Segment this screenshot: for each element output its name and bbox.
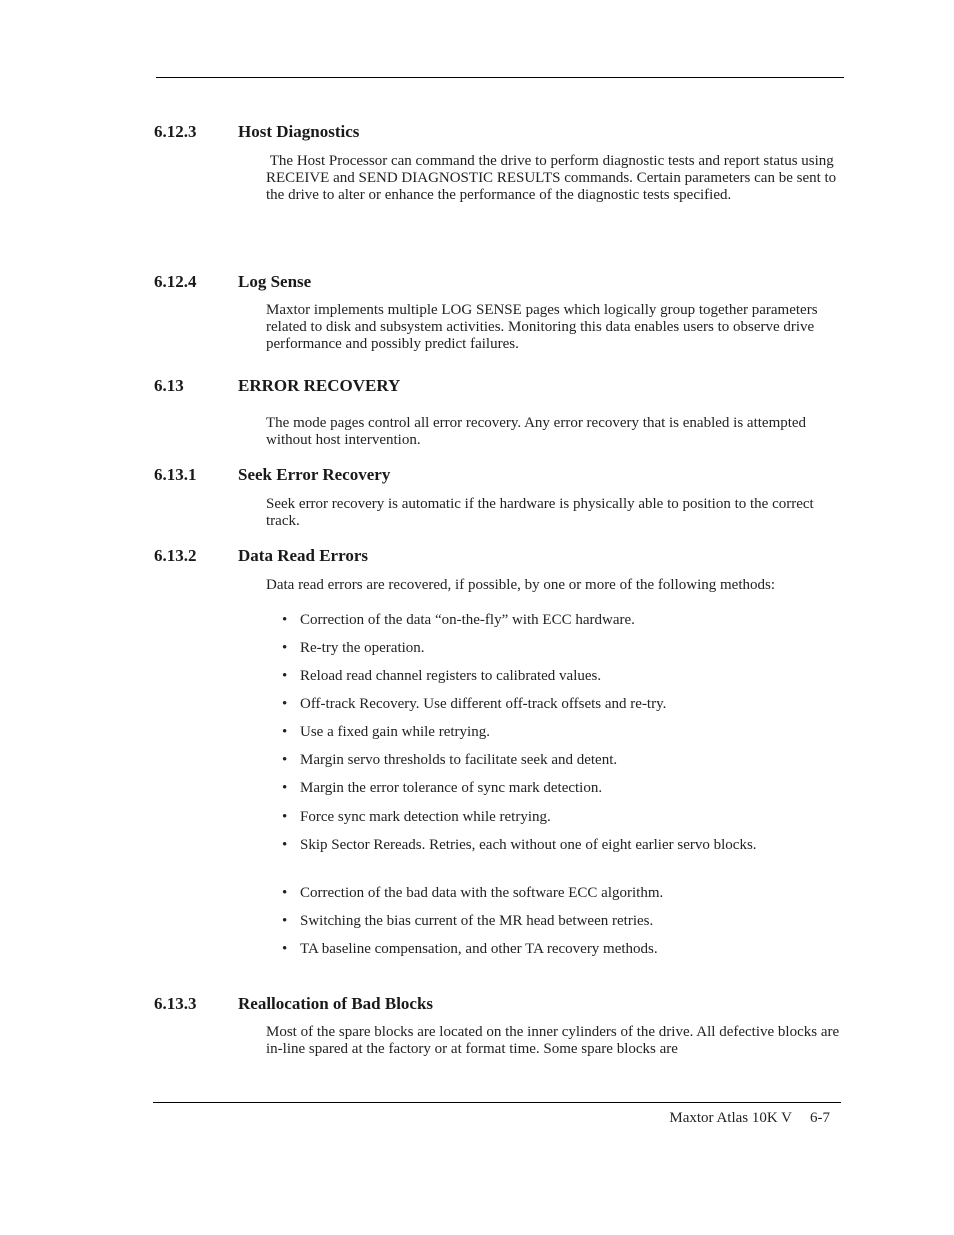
- section-number: 6.13: [154, 376, 184, 395]
- section-title: Reallocation of Bad Blocks: [238, 994, 434, 1013]
- bullet-icon: •: [282, 612, 288, 628]
- section-body-6-13-3: Most of the spare blocks are located on the inner cylinders of the drive. All defective blocks are in-line spared at the factory or at format time. Some spare blocks are: [266, 1024, 840, 1057]
- section-title: Host Diagnostics: [238, 122, 360, 141]
- section-number: 6.13.3: [154, 994, 197, 1013]
- section-title: Log Sense: [238, 272, 312, 291]
- section-title: Seek Error Recovery: [238, 465, 391, 484]
- section-heading-6-12-3: [154, 122, 359, 142]
- bullet-icon: •: [282, 724, 288, 740]
- list-item: • Margin the error tolerance of sync mark detection.: [282, 780, 603, 796]
- list-item: • Use a fixed gain while retrying.: [282, 724, 490, 740]
- bullet-icon: •: [282, 668, 288, 684]
- list-item: • Skip Sector Rereads. Retries, each without one of eight earlier servo blocks.: [282, 837, 757, 853]
- section-heading-6-13-3: [154, 994, 433, 1014]
- list-item: • TA baseline compensation, and other TA recovery methods.: [282, 941, 658, 957]
- section-body-6-12-4: Maxtor implements multiple LOG SENSE pages which logically group together parameters related to disk and subsystem activities. Monitoring this data enables users to observe drive performance and possibly predict failures.: [266, 302, 818, 352]
- section-title: ERROR RECOVERY: [238, 376, 401, 395]
- footer-rule: [153, 1102, 841, 1103]
- list-item: • Reload read channel registers to calibrated values.: [282, 668, 602, 684]
- list-item: • Re-try the operation.: [282, 640, 425, 656]
- bullet-icon: •: [282, 809, 288, 825]
- bullet-icon: •: [282, 941, 288, 957]
- section-heading-6-13-1: [154, 465, 390, 485]
- section-body-6-12-3: The Host Processor can command the drive to perform diagnostic tests and report status using RECEIVE and SEND DIAGNOSTIC RESULTS commands. Certain parameters can be sent to the drive to alter or enhance the performance of the diagnostic tests specified.: [266, 153, 840, 203]
- list-item: • Correction of the data “on-the-fly” with ECC hardware.: [282, 612, 635, 628]
- list-item: • Correction of the bad data with the software ECC algorithm.: [282, 885, 664, 901]
- page-footer: [640, 1110, 830, 1127]
- page-number: 6-7: [810, 1110, 830, 1126]
- header-rule: [156, 77, 844, 78]
- section-number: 6.12.3: [154, 122, 197, 141]
- section-number: 6.12.4: [154, 272, 197, 291]
- bullet-icon: •: [282, 913, 288, 929]
- bullet-icon: •: [282, 752, 288, 768]
- section-heading-6-13-2: [154, 546, 368, 566]
- section-number: 6.13.1: [154, 465, 197, 484]
- list-item: • Force sync mark detection while retrying.: [282, 809, 551, 825]
- section-body-6-13-1: Seek error recovery is automatic if the hardware is physically able to position to the correct track.: [266, 496, 814, 529]
- section-heading-6-13: [154, 376, 400, 396]
- section-title: Data Read Errors: [238, 546, 368, 565]
- bullet-icon: •: [282, 837, 288, 853]
- footer-product: Maxtor Atlas 10K V: [669, 1110, 792, 1126]
- section-body-6-13-2: Data read errors are recovered, if possible, by one or more of the following methods:: [266, 577, 775, 593]
- section-number: 6.13.2: [154, 546, 197, 565]
- bullet-icon: •: [282, 780, 288, 796]
- list-item: • Off-track Recovery. Use different off-track offsets and re-try.: [282, 696, 667, 712]
- bullet-icon: •: [282, 640, 288, 656]
- list-item: • Switching the bias current of the MR head between retries.: [282, 913, 654, 929]
- bullet-icon: •: [282, 885, 288, 901]
- section-heading-6-12-4: [154, 272, 311, 292]
- section-body-6-13: The mode pages control all error recovery. Any error recovery that is enabled is attempted without host intervention.: [266, 415, 807, 448]
- bullet-icon: •: [282, 696, 288, 712]
- list-item: • Margin servo thresholds to facilitate seek and detent.: [282, 752, 618, 768]
